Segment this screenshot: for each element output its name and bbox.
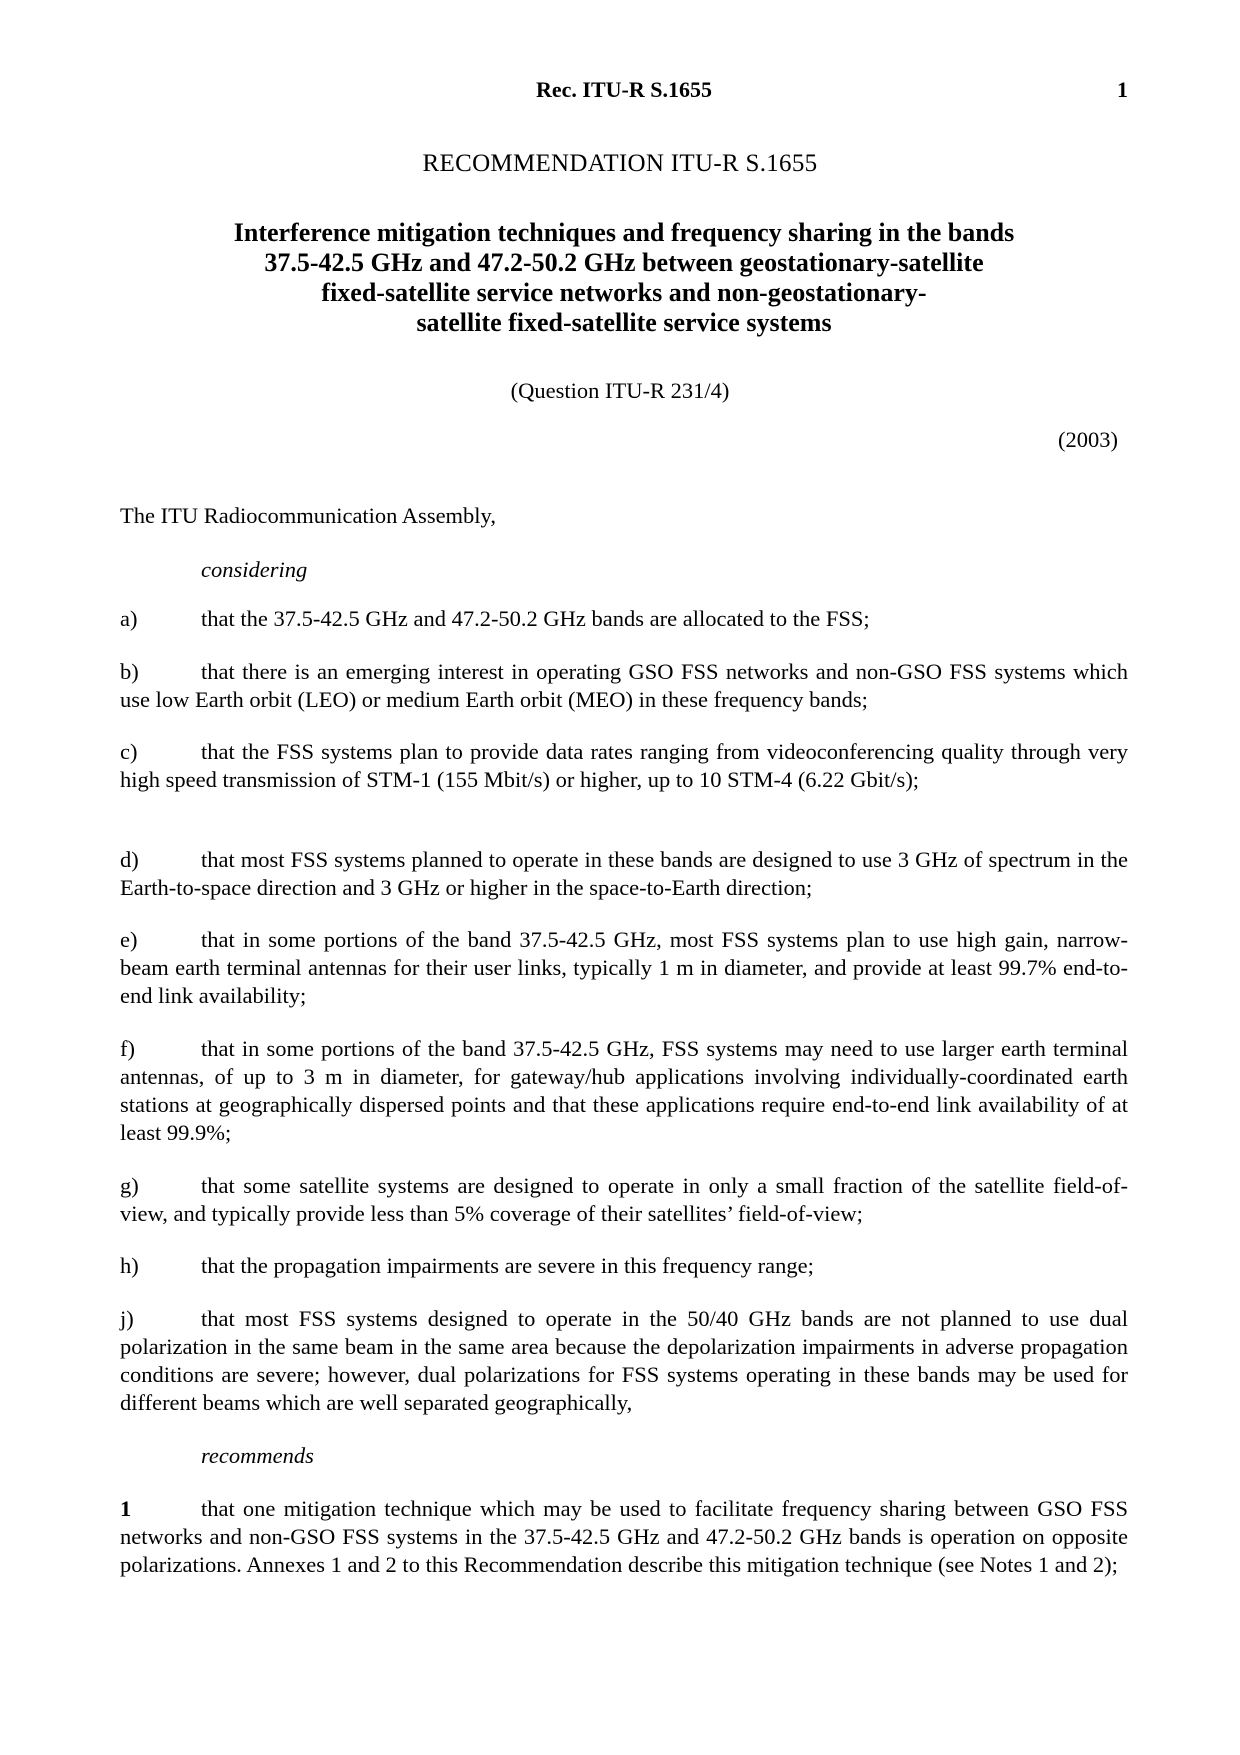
year: (2003) — [1058, 427, 1118, 452]
item-text: that one mitigation technique which may be used to facilitate frequency sharing between GSO FSS networks and non-GSO FSS systems in the 37.5-42.5 GHz and 47.2-50.2 GHz bands is operation on opposite polarizations. Annexes 1 and 2 to this Recommendation describe this mitigation technique (see Notes 1 and 2); — [120, 1496, 1128, 1577]
item-text: that there is an emerging interest in operating GSO FSS networks and non-GSO FSS systems which use low Earth orbit (LEO) or medium Earth orbit (MEO) in these frequency bands; — [120, 659, 1128, 712]
considering-item-a — [120, 605, 1128, 633]
item-text: that most FSS systems designed to operate in the 50/40 GHz bands are not planned to use dual polarization in the same beam in the same area because the depolarization impairments in adverse propagation conditions are severe; however, dual polarizations for FSS systems operating in these bands may be used for different beams which are well separated geographically, — [120, 1306, 1128, 1415]
item-label: a) — [120, 606, 138, 631]
assembly-line: The ITU Radiocommunication Assembly, — [120, 503, 496, 528]
item-label: c) — [120, 739, 138, 764]
item-label: b) — [120, 659, 139, 684]
page-number: 1 — [1117, 77, 1128, 102]
item-label: 1 — [120, 1496, 132, 1521]
item-label: h) — [120, 1253, 139, 1278]
item-text: that most FSS systems planned to operate in these bands are designed to use 3 GHz of spectrum in the Earth-to-space direction and 3 GHz or higher in the space-to-Earth direction; — [120, 847, 1128, 900]
running-title: Rec. ITU-R S.1655 — [536, 77, 712, 102]
recommends-heading: recommends — [201, 1443, 314, 1468]
item-label: d) — [120, 847, 139, 872]
item-label: j) — [120, 1306, 134, 1331]
item-text: that the propagation impairments are severe in this frequency range; — [201, 1253, 814, 1278]
question-reference: (Question ITU-R 231/4) — [510, 378, 730, 403]
item-label: f) — [120, 1036, 135, 1061]
item-label: g) — [120, 1173, 139, 1198]
considering-item-b — [120, 658, 1128, 714]
title-line: satellite fixed-satellite service systems — [416, 308, 832, 337]
running-header — [120, 76, 1128, 106]
item-text: that the 37.5-42.5 GHz and 47.2-50.2 GHz bands are allocated to the FSS; — [201, 606, 870, 631]
title-line: Interference mitigation techniques and frequency sharing in the bands — [233, 218, 1015, 247]
item-text: that some satellite systems are designed to operate in only a small fraction of the satellite field-of-view, and typically provide less than 5% coverage of their satellites’ field-of-view; — [120, 1173, 1128, 1226]
title-line: fixed-satellite service networks and non-geostationary- — [321, 278, 927, 307]
considering-item-j — [120, 1305, 1128, 1417]
item-label: e) — [120, 927, 138, 952]
considering-item-h — [120, 1252, 1128, 1280]
considering-item-e — [120, 926, 1128, 1010]
title-line: 37.5-42.5 GHz and 47.2-50.2 GHz between geostationary-satellite — [264, 248, 984, 277]
recommendation-title — [120, 218, 1128, 338]
recommends-item-1 — [120, 1495, 1128, 1579]
item-text: that in some portions of the band 37.5-42.5 GHz, FSS systems may need to use larger earth terminal antennas, of up to 3 m in diameter, for gateway/hub applications involving individually-coordinated earth stations at geographically dispersed points and that these applications require end-to-end link availability of at least 99.9%; — [120, 1036, 1128, 1145]
item-text: that in some portions of the band 37.5-42.5 GHz, most FSS systems plan to use high gain, narrow-beam earth terminal antennas for their user links, typically 1 m in diameter, and provide at least 99.7% end-to-end link availability; — [120, 927, 1128, 1008]
item-text: that the FSS systems plan to provide data rates ranging from videoconferencing quality through very high speed transmission of STM-1 (155 Mbit/s) or higher, up to 10 STM-4 (6.22 Gbit/s); — [120, 739, 1128, 792]
considering-heading: considering — [201, 557, 308, 582]
considering-item-f — [120, 1035, 1128, 1147]
considering-item-g — [120, 1172, 1128, 1228]
considering-item-d — [120, 846, 1128, 902]
recommendation-number: RECOMMENDATION ITU-R S.1655 — [422, 150, 818, 177]
considering-item-c — [120, 738, 1128, 794]
